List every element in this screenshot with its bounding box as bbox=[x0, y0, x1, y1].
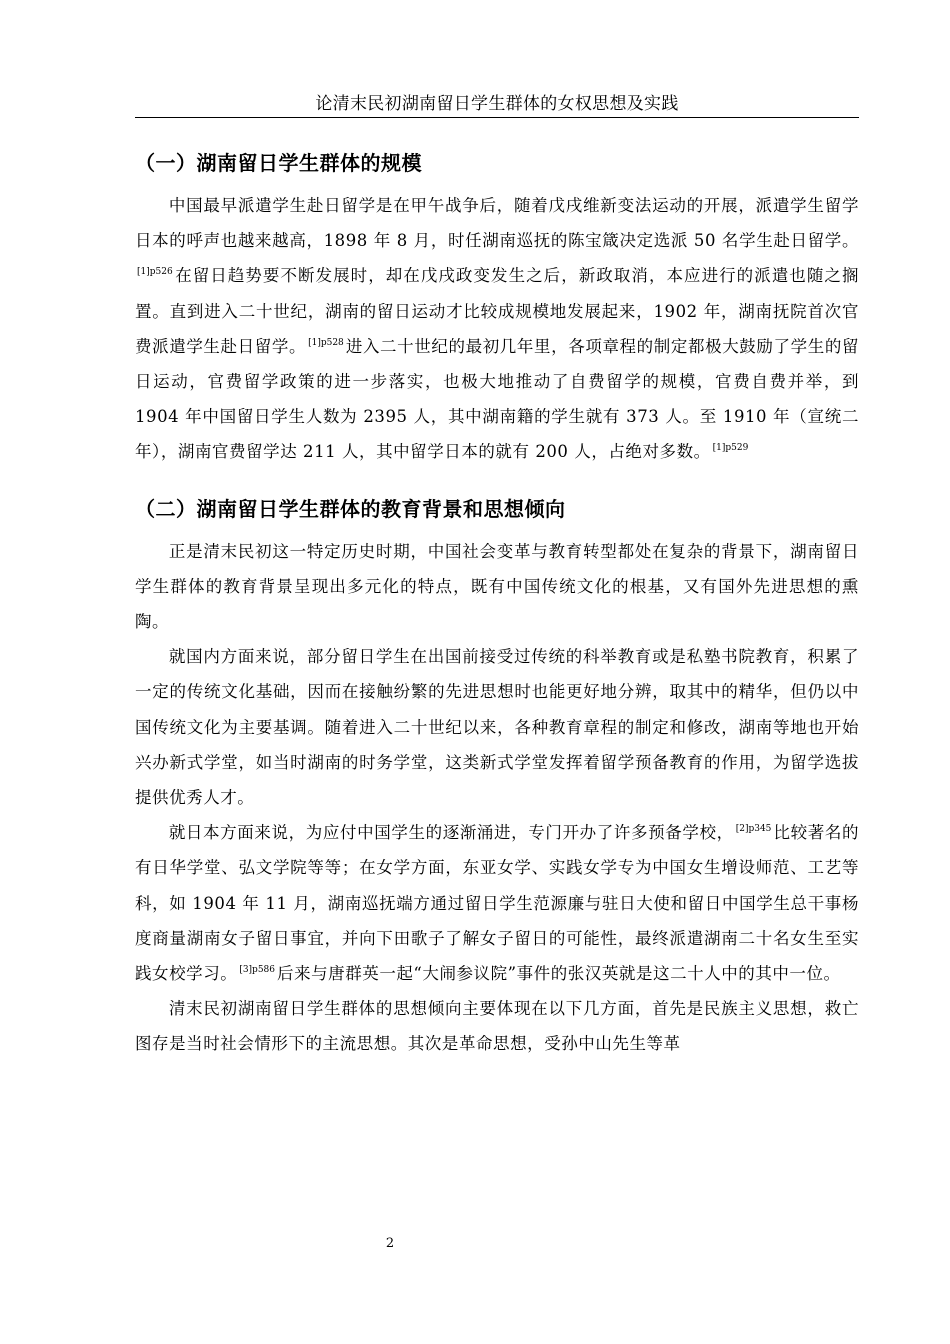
running-header-title: 论清末民初湖南留日学生群体的女权思想及实践 bbox=[315, 94, 679, 114]
paragraph-text: 在留日趋势要不断发展时，却在戊戌政变发生之后，新政取消，本应进行的派遣也随之搁置。直到进入二十世纪，湖南的留日运动才比较成规模地发展起来，1902 年，湖南抚院首次官费派遣学生赴日留学。 bbox=[135, 266, 859, 356]
paragraph bbox=[135, 188, 859, 470]
paragraph bbox=[135, 534, 859, 640]
citation-ref: [2]p345 bbox=[735, 824, 772, 835]
paragraph bbox=[135, 991, 859, 1061]
paragraph bbox=[135, 815, 859, 991]
section-heading-background: （二）湖南留日学生群体的教育背景和思想倾向 bbox=[135, 496, 566, 521]
section-heading-scale: （一）湖南留日学生群体的规模 bbox=[135, 151, 422, 175]
page-number: 2 bbox=[385, 1236, 395, 1251]
paragraph-text: 进入二十世纪的最初几年里，各项章程的制定都极大鼓励了学生的留日运动，官费留学政策的进一步落实，也极大地推动了自费留学的规模，官费自费并举，到 1904 年中国留日学生人数为 2395 人，其中湖南籍的学生就有 373 人。至 1910 年（宣统二年），湖南官费留学达 211 人，其中留学日本的就有 200 人，占绝对多数。 bbox=[135, 336, 860, 462]
paragraph-text: 中国最早派遣学生赴日留学是在甲午战争后，随着戊戌维新变法运动的开展，派遣学生留学日本的呼声也越来越高，1898 年 8 月，时任湖南巡抚的陈宝箴决定选派 50 名学生赴日留学。 bbox=[135, 196, 859, 251]
paragraph-text: 后来与唐群英一起“大闹参议院”事件的张汉英就是这二十人中的其中一位。 bbox=[277, 964, 841, 984]
header-rule bbox=[135, 117, 859, 118]
citation-ref: [1]p528 bbox=[308, 337, 344, 348]
citation-ref: [1]p529 bbox=[712, 443, 749, 454]
paragraph-text: 正是清末民初这一特定历史时期，中国社会变革与教育转型都处在复杂的背景下，湖南留日学生群体的教育背景呈现出多元化的特点，既有中国传统文化的根基，又有国外先进思想的熏陶。 bbox=[135, 541, 859, 632]
citation-ref: [1]p526 bbox=[137, 267, 173, 278]
document-body bbox=[135, 140, 859, 1062]
paragraph-text: 就日本方面来说，为应付中国学生的逐渐涌进，专门开办了许多预备学校， bbox=[168, 823, 734, 843]
paragraph bbox=[135, 639, 859, 815]
paragraph-text: 比较著名的有日华学堂、弘文学院等等；在女学方面，东亚女学、实践女学专为中国女生增设师范、工艺等科，如 1904 年 11 月，湖南巡抚端方通过留日学生范源廉与驻日大使和留日中国学生总干事杨度商量湖南女子留日事宜，并向下田歌子了解女子留日的可能性，最终派遣湖南二十名女生至实践女校学习。 bbox=[135, 823, 859, 984]
citation-ref: [3]p586 bbox=[239, 965, 276, 976]
paragraph-text: 就国内方面来说，部分留日学生在出国前接受过传统的科举教育或是私塾书院教育，积累了一定的传统文化基础，因而在接触纷繁的先进思想时也能更好地分辨，取其中的精华，但仍以中国传统文化为主要基调。随着进入二十世纪以来，各种教育章程的制定和修改，湖南等地也开始兴办新式学堂，如当时湖南的时务学堂，这类新式学堂发挥着留学预备教育的作用，为留学选拔提供优秀人才。 bbox=[135, 647, 859, 808]
paragraph-text: 清末民初湖南留日学生群体的思想倾向主要体现在以下几方面，首先是民族主义思想，救亡图存是当时社会情形下的主流思想。其次是革命思想，受孙中山先生等革 bbox=[135, 999, 859, 1054]
